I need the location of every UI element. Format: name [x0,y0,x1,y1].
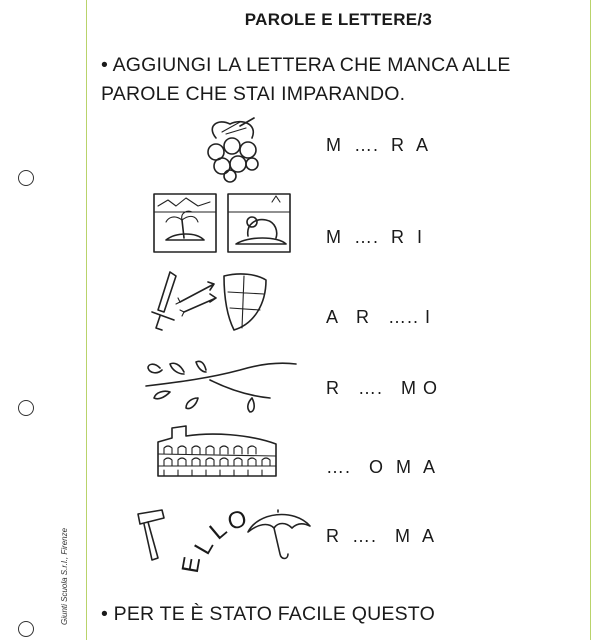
instruction-line-2: PAROLE CHE STAI IMPARANDO. [101,83,406,105]
umbrella-icon [244,506,314,562]
branch-icon [140,356,300,416]
blackberry-icon [196,116,276,186]
word-puzzle-2: M …. R I [326,227,424,247]
ello-letter-e: E [176,554,207,576]
footer-question: • PER TE È STATO FACILE QUESTO [101,603,435,625]
ello-letter-l: L [204,515,233,546]
word-puzzle-3: A R ….. I [326,307,432,327]
page-title: PAROLE E LETTERE/3 [244,10,433,29]
binder-hole [18,400,34,416]
hammer-icon [134,508,174,564]
instruction-text [101,51,571,109]
publisher-credit: Giunti Scuola S.r.l., Firenze [60,527,69,625]
ello-letter-l: L [189,534,220,560]
colosseum-icon [152,424,282,480]
ello-letter-o: O [224,505,250,536]
word-puzzle-6: R …. M A [326,526,436,546]
ello-letters [176,505,252,585]
word-puzzle-1: M …. R A [326,135,430,155]
weapons-icon [150,268,270,336]
binder-hole [18,170,34,186]
island-picture-icon [152,192,292,256]
instruction-line-1: • AGGIUNGI LA LETTERA CHE MANCA ALLE [101,54,511,76]
binder-hole [18,621,34,637]
word-puzzle-4: R …. M O [326,378,439,398]
word-puzzle-5: …. O M A [326,457,437,477]
